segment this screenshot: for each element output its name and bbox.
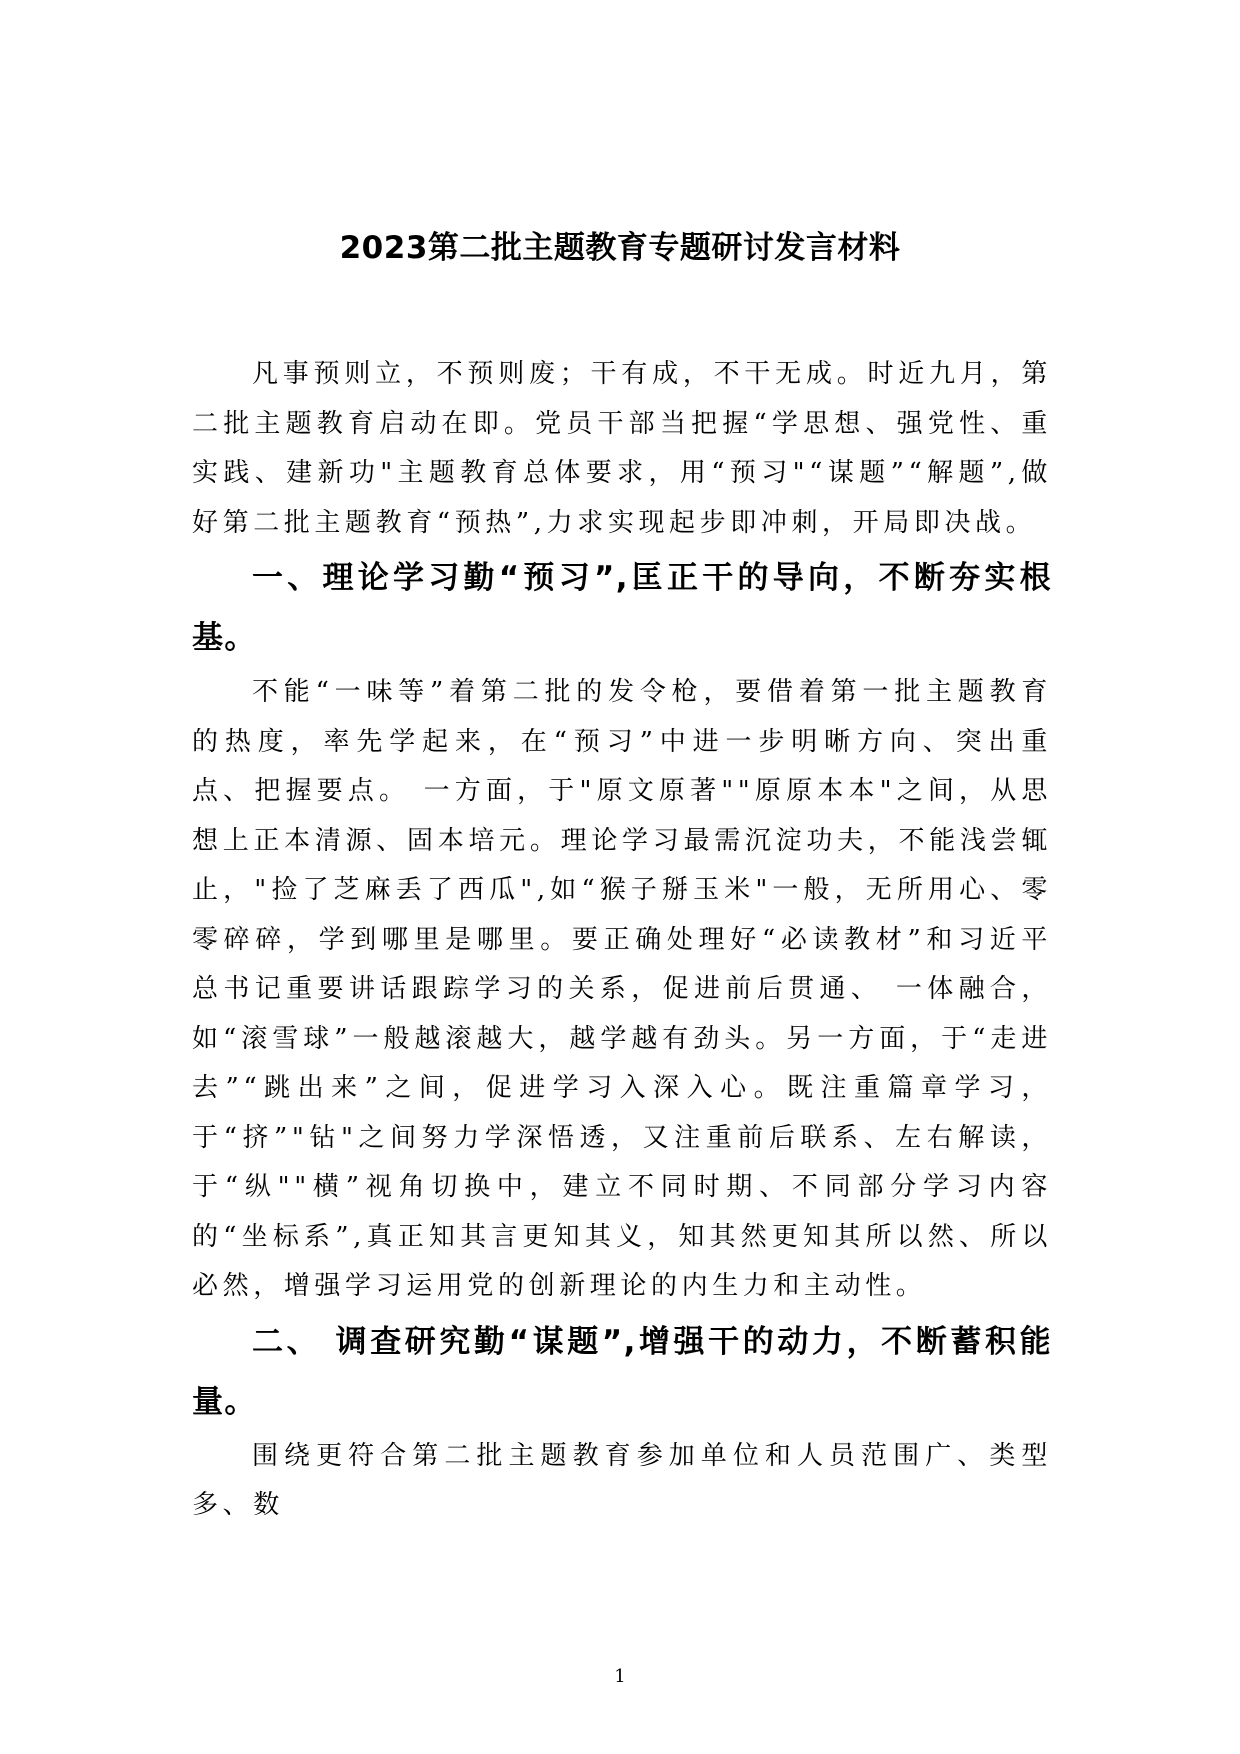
- document-title: 2023第二批主题教育专题研讨发言材料: [339, 230, 901, 266]
- section-heading-2: 二、 调查研究勤“谋题”,增强干的动力，不断蓄积能量。: [192, 1323, 1052, 1420]
- page-number: 1: [614, 1666, 626, 1687]
- section-2-paragraph: 围绕更符合第二批主题教育参加单位和人员范围广、类型多、数: [192, 1440, 1052, 1520]
- section-heading-1: 一、理论学习勤“预习”,匡正干的导向，不断夯实根基。: [192, 560, 1052, 656]
- section-1-paragraph: 不能“一味等”着第二批的发令枪，要借着第一批主题教育的热度，率先学起来，在“预习”中进一步明晰方向、突出重点、把握要点。 一方面，于"原文原著""原原本本"之间，从思想上正本清源、固本培元。理论学习最需沉淀功夫，不能浅尝辄止，"捡了芝麻丢了西瓜",如“猴子掰玉米"一般，无所用心、零零碎碎，学到哪里是哪里。要正确处理好“必读教材”和习近平总书记重要讲话跟踪学习的关系，促进前后贯通、 一体融合，如“滚雪球”一般越滚越大，越学越有劲头。另一方面，于“走进去”“跳出来”之间，促进学习入深入心。既注重篇章学习，于“挤”"钻"之间努力学深悟透，又注重前后联系、左右解读，于“纵""横”视角切换中，建立不同时期、不同部分学习内容的“坐标系”,真正知其言更知其义，知其然更知其所以然、所以必然，增强学习运用党的创新理论的内生力和主动性。: [192, 677, 1052, 1301]
- document-body: [192, 350, 1052, 1531]
- intro-paragraph: 凡事预则立，不预则废；干有成，不干无成。时近九月，第二批主题教育启动在即。党员干部当把握“学思想、强党性、重实践、建新功"主题教育总体要求，用“预习"“谋题”“解题”,做好第二批主题教育“预热”,力求实现起步即冲刺，开局即决战。: [192, 359, 1052, 538]
